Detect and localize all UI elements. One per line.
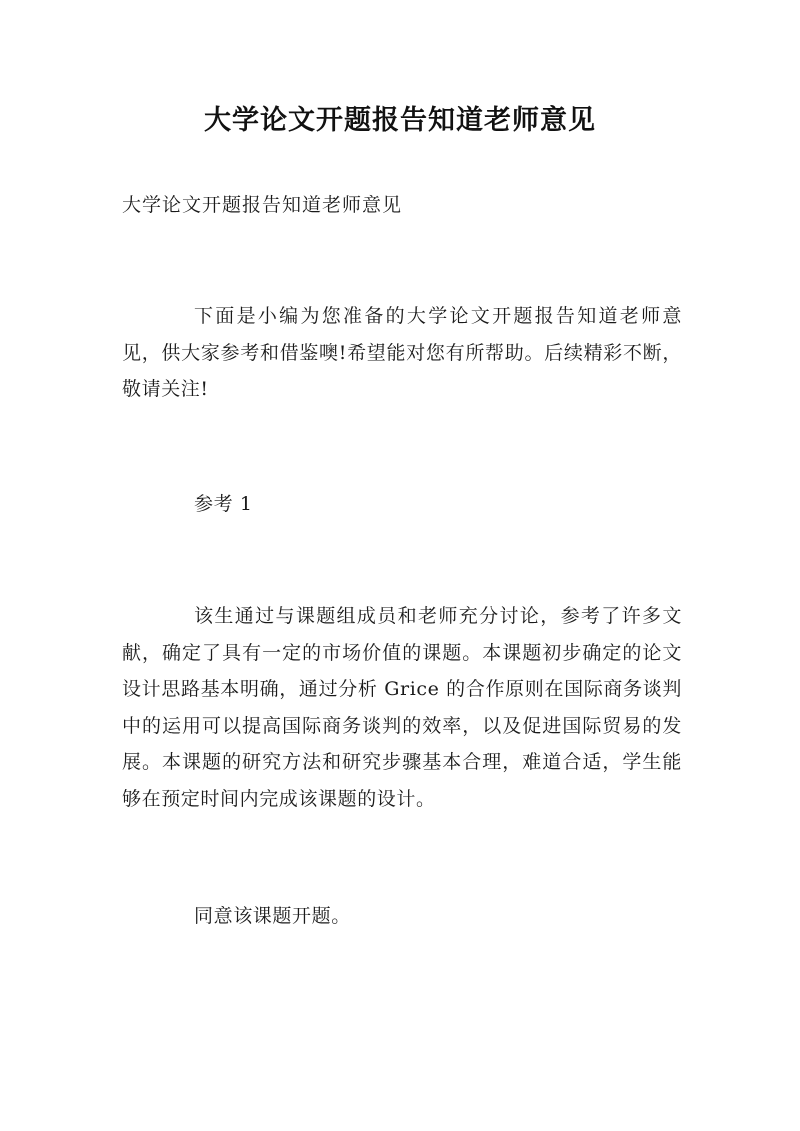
reference-heading: 参考 1: [194, 493, 253, 515]
document-title: 大学论文开题报告知道老师意见: [204, 105, 596, 136]
document-subtitle: 大学论文开题报告知道老师意见: [122, 194, 403, 216]
opinion-paragraph: 该生通过与课题组成员和老师充分讨论，参考了许多文献，确定了具有一定的市场价值的课题。本课题初步确定的论文设计思路基本明确，通过分析 Grice 的合作原则在国际商务谈判中的运用可以提高国际商务谈判的效率，以及促进国际贸易的发展。本课题的研究方法和研究步骤基本合理，难道合适，学生能够在预定时间内完成该课题的设计。: [122, 605, 682, 810]
intro-paragraph: 下面是小编为您准备的大学论文开题报告知道老师意见，供大家参考和借鉴噢!希望能对您有所帮助。后续精彩不断，敬请关注!: [122, 305, 682, 400]
approval-paragraph: 同意该课题开题。: [194, 905, 351, 927]
